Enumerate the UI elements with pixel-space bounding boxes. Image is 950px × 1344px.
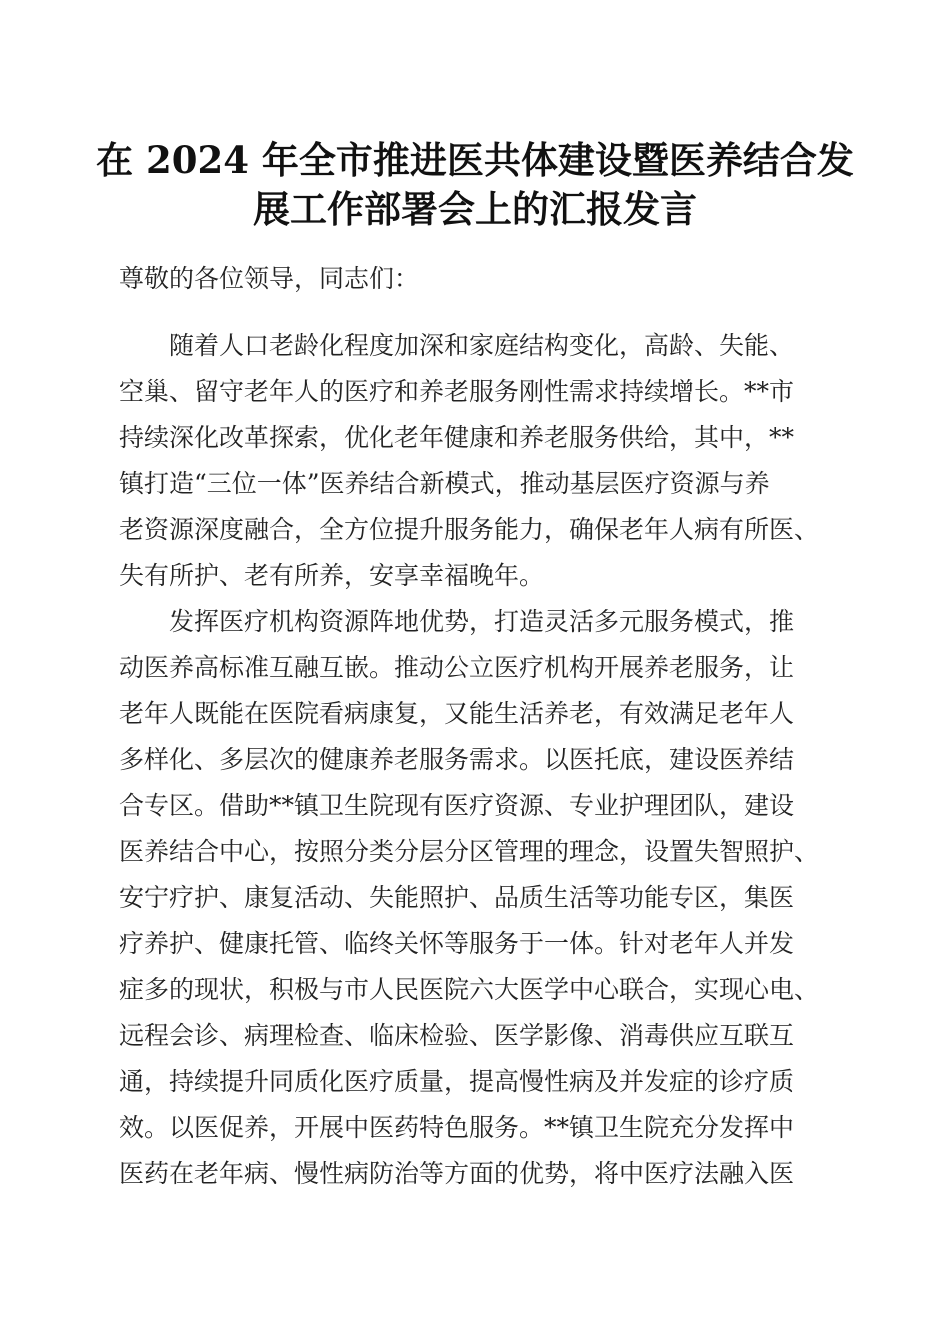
paragraph-1-line: 镇打造“三位一体”医养结合新模式，推动基层医疗资源与养 xyxy=(119,469,770,498)
paragraph-1-line: 空巢、留守老年人的医疗和养老服务刚性需求持续增长。**市 xyxy=(119,377,795,406)
paragraph-2-line: 效。以医促养，开展中医药特色服务。**镇卫生院充分发挥中 xyxy=(119,1113,795,1142)
paragraph-1-line: 失有所护、老有所养，安享幸福晚年。 xyxy=(119,561,545,590)
paragraph-2-line: 动医养高标准互融互嵌。推动公立医疗机构开展养老服务，让 xyxy=(119,653,795,682)
title-line: 展工作部署会上的汇报发言 xyxy=(253,187,697,231)
paragraph-2-line: 疗养护、健康托管、临终关怀等服务于一体。针对老年人并发 xyxy=(119,929,795,958)
paragraph-2-line: 医药在老年病、慢性病防治等方面的优势，将中医疗法融入医 xyxy=(119,1159,795,1188)
paragraph-2-line: 症多的现状，积极与市人民医院六大医学中心联合，实现心电、 xyxy=(119,975,820,1004)
paragraph-2-line: 医养结合中心，按照分类分层分区管理的理念，设置失智照护、 xyxy=(119,837,820,866)
paragraph-2-line: 远程会诊、病理检查、临床检验、医学影像、消毒供应互联互 xyxy=(119,1021,795,1050)
paragraph-1-line: 随着人口老龄化程度加深和家庭结构变化，高龄、失能、 xyxy=(169,331,795,360)
paragraph-2-line: 发挥医疗机构资源阵地优势，打造灵活多元服务模式，推 xyxy=(169,607,795,636)
paragraph-1-line: 持续深化改革探索，优化老年健康和养老服务供给，其中，** xyxy=(119,423,795,452)
paragraph-2-line: 合专区。借助**镇卫生院现有医疗资源、专业护理团队，建设 xyxy=(119,791,795,820)
paragraph-2-line: 通，持续提升同质化医疗质量，提高慢性病及并发症的诊疗质 xyxy=(119,1067,795,1096)
paragraph-2-line: 多样化、多层次的健康养老服务需求。以医托底，建设医养结 xyxy=(119,745,795,774)
paragraph-2-line: 老年人既能在医院看病康复，又能生活养老，有效满足老年人 xyxy=(119,699,795,728)
title-line: 在 2024 年全市推进医共体建设暨医养结合发 xyxy=(96,138,854,182)
salutation: 尊敬的各位领导，同志们： xyxy=(119,264,420,293)
page-title xyxy=(80,136,870,234)
paragraph-1-line: 老资源深度融合，全方位提升服务能力，确保老年人病有所医、 xyxy=(119,515,820,544)
paragraph-2-line: 安宁疗护、康复活动、失能照护、品质生活等功能专区，集医 xyxy=(119,883,795,912)
